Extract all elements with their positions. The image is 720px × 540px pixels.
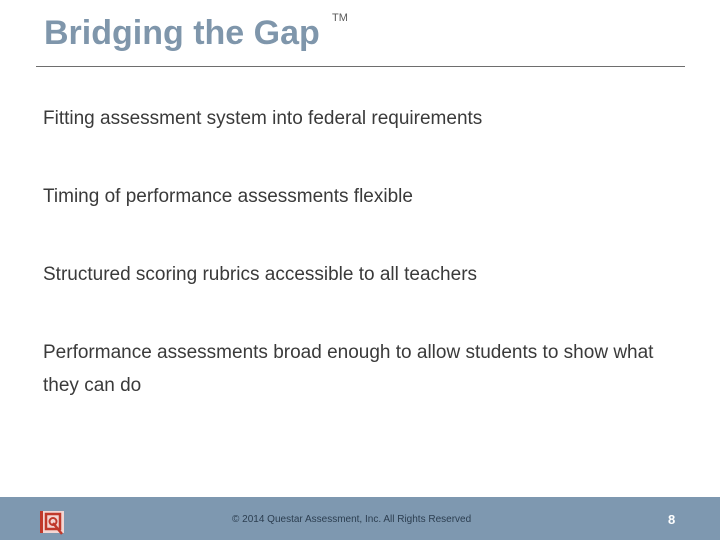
bullet-item: Structured scoring rubrics accessible to all teachers: [43, 264, 478, 285]
questar-logo-icon: [38, 508, 66, 536]
copyright-text: © 2014 Questar Assessment, Inc. All Rights Reserved: [232, 514, 472, 525]
bullet-item: Fitting assessment system into federal requirements: [43, 108, 483, 129]
bullet-item: Performance assessments broad enough to allow students to show what they can do: [43, 342, 654, 396]
trademark-mark: TM: [332, 12, 348, 24]
bullet-item: Timing of performance assessments flexible: [43, 186, 413, 207]
page-number: 8: [668, 512, 676, 527]
slide-title: Bridging the Gap: [44, 14, 320, 52]
title-divider: [36, 66, 685, 67]
